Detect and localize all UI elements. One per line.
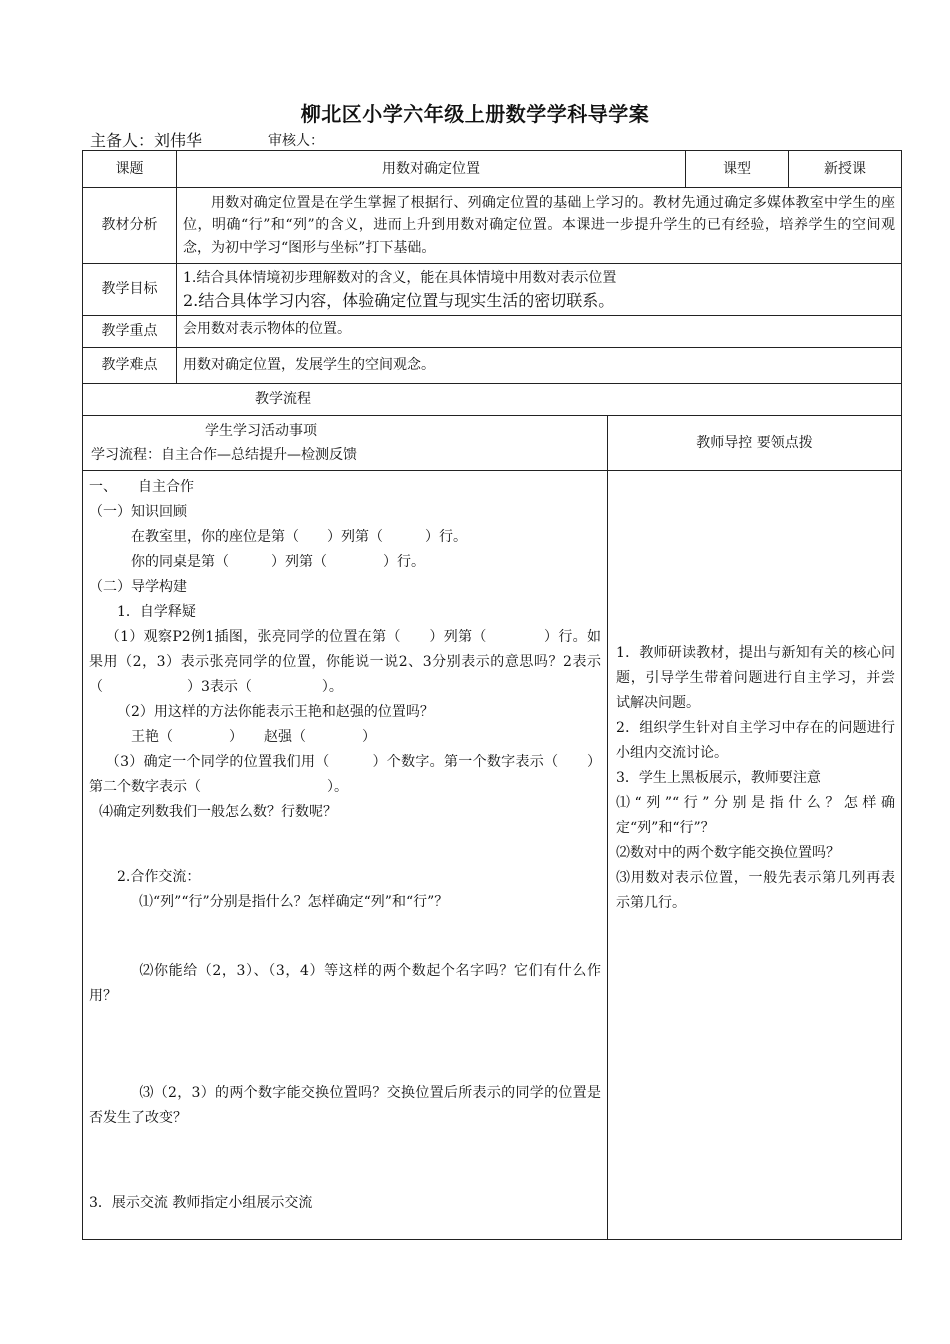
teacher-guidance [608, 471, 902, 1240]
display-exchange: 3．展示交流 教师指定小组展示交流 [89, 1195, 313, 1211]
topic-value: 用数对确定位置 [177, 151, 686, 188]
section-cooperation: 一、 自主合作 [89, 479, 194, 495]
question-1: （1）观察P2例1插图，张亮同学的位置在第（ ）列第（ ）行。如果用（2，3）表示张亮同学的位置，你能说一说2、3分别表示的意思吗？2表示（ ）3表示（ ）。 [89, 629, 601, 695]
difficulty-label: 教学难点 [83, 348, 177, 384]
flow-columns-row [83, 416, 902, 471]
goals-row [83, 264, 902, 316]
goals-cell [177, 264, 902, 316]
analysis-text: 用数对确定位置是在学生掌握了根据行、列确定位置的基础上学习的。教材先通过确定多媒体教室中学生的座位，明确“行”和“列”的含义，进而上升到用数对确定位置。本课进一步提升学生的已有经验，培养学生的空间观念，为初中学习“图形与坐标”打下基础。 [177, 188, 902, 264]
cooperation-q2: ⑵你能给（2，3）、（3，4）等这样的两个数起个名字吗？它们有什么作用？ [89, 963, 601, 1004]
key-label: 教学重点 [83, 316, 177, 348]
question-4: ⑷确定列数我们一般怎么数？行数呢？ [99, 804, 337, 820]
difficulty-row [83, 348, 902, 384]
reviewer-label: 审核人： [268, 133, 324, 149]
teacher-note-5: ⑵数对中的两个数字能交换位置吗？ [616, 845, 840, 861]
student-heading: 学生学习活动事项 [205, 423, 317, 439]
teacher-heading: 教师导控 要领点拨 [608, 416, 902, 471]
teacher-note-1: 1．教师研读教材，提出与新知有关的核心问题，引导学生带着问题进行自主学习，并尝试解决问题。 [616, 645, 895, 711]
cooperation-heading: 2.合作交流： [117, 869, 201, 885]
flow-heading: 教学流程 [83, 384, 902, 416]
teacher-note-2: 2．组织学生针对自主学习中存在的问题进行小组内交流讨论。 [616, 720, 895, 761]
review-heading: （一）知识回顾 [89, 504, 187, 520]
page-title: 柳北区小学六年级上册数学学科导学案 [300, 102, 650, 126]
preparer-label: 主备人：刘伟华 [90, 131, 203, 150]
goal-1: 1.结合具体情境初步理解数对的含义，能在具体情境中用数对表示位置 [183, 269, 617, 286]
review-deskmate: 你的同桌是第（ ）列第（ ）行。 [131, 554, 425, 570]
content-row [83, 471, 902, 1240]
goals-label: 教学目标 [83, 264, 177, 316]
cooperation-q1: ⑴“列”“行”分别是指什么？怎样确定“列”和“行”？ [139, 894, 449, 910]
key-row [83, 316, 902, 348]
teacher-note-4: ⑴“列”“行”分别是指什么？怎样确定“列”和“行”？ [616, 795, 895, 836]
question-3: （3）确定一个同学的位置我们用（ ）个数字。第一个数字表示（ ）第二个数字表示（ ）。 [89, 754, 601, 795]
question-2-blanks: 王艳（ ） 赵强（ ） [131, 729, 376, 745]
teacher-note-3: 3．学生上黑板展示，教师要注意 [616, 770, 821, 786]
student-heading-cell [83, 416, 608, 471]
key-text: 会用数对表示物体的位置。 [177, 316, 902, 348]
difficulty-text: 用数对确定位置，发展学生的空间观念。 [177, 348, 902, 384]
topic-label: 课题 [83, 151, 177, 188]
topic-row [83, 151, 902, 188]
review-seat: 在教室里，你的座位是第（ ）列第（ ）行。 [131, 529, 467, 545]
student-activities [83, 471, 608, 1240]
teacher-note-6: ⑶用数对表示位置，一般先表示第几列再表示第几行。 [616, 870, 895, 911]
flow-heading-row [83, 384, 902, 416]
guide-heading: （二）导学构建 [89, 579, 187, 595]
cooperation-q3: ⑶（2，3）的两个数字能交换位置吗？交换位置后所表示的同学的位置是否发生了改变？ [89, 1085, 601, 1126]
lesson-plan-table [82, 150, 902, 1240]
self-study-heading: 1．自学释疑 [117, 604, 196, 620]
analysis-row [83, 188, 902, 264]
student-process: 学习流程：自主合作—总结提升—检测反馈 [91, 447, 357, 463]
lesson-type-label: 课型 [686, 151, 789, 188]
question-2: （2）用这样的方法你能表示王艳和赵强的位置吗？ [117, 704, 434, 720]
goal-2: 2.结合具体学习内容，体验确定位置与现实生活的密切联系。 [183, 290, 615, 310]
analysis-label: 教材分析 [83, 188, 177, 264]
lesson-type-value: 新授课 [789, 151, 902, 188]
